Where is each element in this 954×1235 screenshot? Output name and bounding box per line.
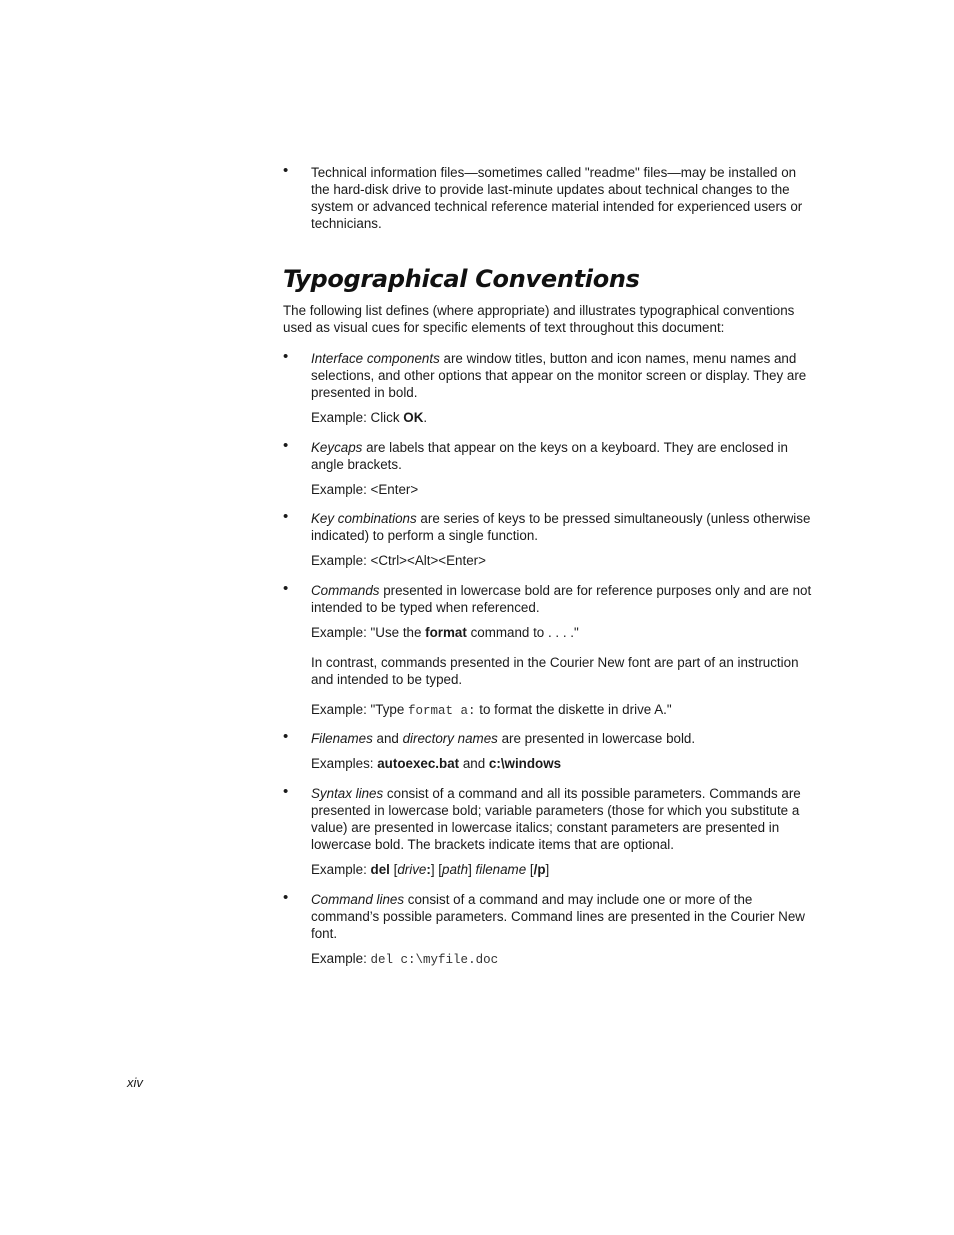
example-bold: format [425,625,467,640]
bullet-icon: • [283,728,289,745]
item-text: and [372,731,403,746]
item-example: Example: <Enter> [311,482,419,497]
example-mono: format a: [408,704,476,718]
item-term: Command lines [311,892,405,907]
bullet-icon: • [283,348,289,365]
item-example: Example: <Ctrl><Alt><Enter> [311,553,486,568]
item-text: are window titles, button and icon names, menu names and selections, and other options that appear on the monitor screen or display. They are presented in bold. [311,351,807,400]
example-suffix: . [423,410,428,425]
syntax-variable: drive [397,862,427,877]
syntax-bracket: [ [526,862,534,877]
syntax-bracket: [ [389,862,398,877]
item-description [311,439,818,473]
bullet-icon: • [283,580,289,597]
example-text: and [459,756,489,771]
bullet-icon: • [283,783,289,800]
list-item [283,164,818,232]
item-example [311,624,818,641]
list-item [283,730,818,772]
list-item [283,510,818,569]
bullet-icon: • [283,162,289,179]
item-term: Key combinations [311,511,417,526]
example-prefix: Example: "Use the [311,625,426,640]
item-term: Syntax lines [311,786,384,801]
item-text: consist of a command and all its possible parameters. Commands are presented in lowercase bold; variable parameters (those for which you substitute a value) are presented in lowercase italics; constant parameters are presented in lowercase bold. The brackets indicate items that are optional. [311,786,801,852]
item-example [311,861,818,878]
bullet-icon: • [283,508,289,525]
section-heading: Typographical Conventions [283,265,640,293]
example-prefix: Example: Click [311,410,404,425]
example-prefix: Example: [311,862,371,877]
item-example [311,950,818,969]
syntax-constant: : [426,862,431,877]
syntax-variable: path [442,862,469,877]
contrast-paragraph: In contrast, commands presented in the Courier New font are part of an instruction and intended to be typed. [311,655,799,687]
example-suffix: to format the diskette in drive A." [475,702,672,717]
intro-paragraph: The following list defines (where appropriate) and illustrates typographical conventions used as visual cues for specific elements of text throughout this document: [283,303,795,335]
item-description [311,730,818,747]
item-description [311,510,818,544]
list-item [283,350,818,426]
item-text: consist of a command and may include one or more of the command’s possible parameters. Command lines are presented in the Courier New font. [311,892,805,941]
list-item [283,891,818,969]
list-item [283,582,818,720]
example-bold: OK [403,410,424,425]
item-description [311,582,818,616]
item-term: directory names [402,731,498,746]
item-term: Keycaps [311,440,363,455]
item-term: Commands [311,583,380,598]
item-text: presented in lowercase bold are for reference purposes only and are not intended to be typed when referenced. [311,583,812,615]
syntax-variable: filename [475,862,527,877]
item-example [311,409,818,426]
list-item [283,439,818,498]
readme-text: Technical information files—sometimes called "readme" files—may be installed on the hard-disk drive to provide last-minute updates about technical changes to the system or advanced technical reference material intended for experienced users or technicians. [311,165,803,231]
syntax-bracket: ] [545,862,550,877]
item-description [311,350,818,401]
example-prefix: Example: [311,951,371,966]
page-number: xiv [127,1075,143,1090]
item-text: are labels that appear on the keys on a keyboard. They are enclosed in angle brackets. [311,440,788,472]
example-bold: c:\windows [488,756,562,771]
item-term: Filenames [311,731,373,746]
bullet-icon: • [283,889,289,906]
item-description [311,891,818,942]
example-bold: autoexec.bat [377,756,460,771]
example-prefix: Examples: [311,756,378,771]
syntax-command: del [370,862,390,877]
syntax-constant: /p [533,862,546,877]
list-item [283,785,818,878]
item-description [311,785,818,853]
item-example [311,701,818,720]
item-example [311,755,818,772]
example-prefix: Example: "Type [311,702,409,717]
item-term: Interface components [311,351,440,366]
item-text: are presented in lowercase bold. [497,731,696,746]
item-text: are series of keys to be pressed simultaneously (unless otherwise indicated) to perform a single function. [311,511,811,543]
syntax-bracket: ] [ [430,862,443,877]
example-suffix: command to . . . ." [466,625,579,640]
bullet-icon: • [283,437,289,454]
syntax-bracket: ] [468,862,476,877]
example-mono: del c:\myfile.doc [370,953,499,967]
